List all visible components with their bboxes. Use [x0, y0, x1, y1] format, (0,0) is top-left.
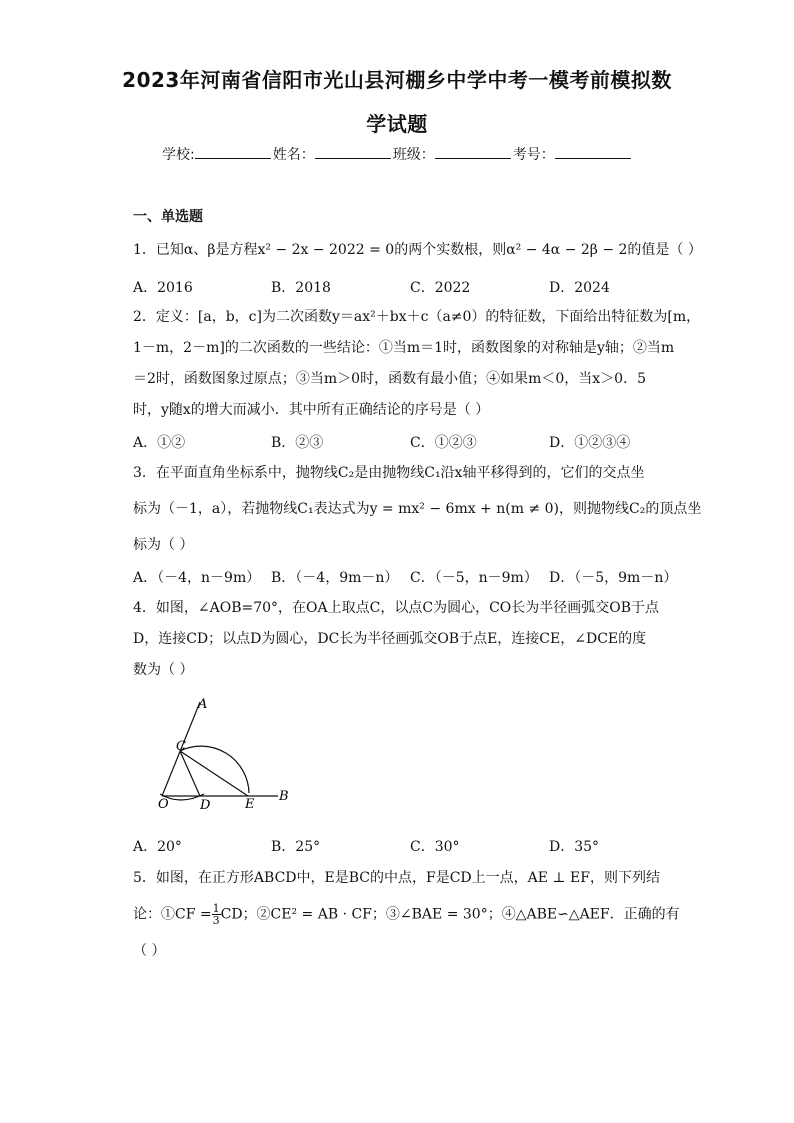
q3-line3: 标为（ ）	[133, 537, 194, 553]
id-blank[interactable]	[555, 146, 631, 159]
q5-frac-den: 3	[212, 914, 220, 927]
class-label: 班级：	[392, 147, 435, 163]
q3-option-c[interactable]: C．（－5，n－9m）	[410, 570, 538, 586]
q1-option-c[interactable]: C．2022	[410, 280, 471, 296]
name-blank[interactable]	[315, 146, 391, 159]
q2-option-a[interactable]: A．①②	[133, 435, 186, 451]
q3-line1: 3．在平面直角坐标系中，抛物线C₂是由抛物线C₁沿x轴平移得到的，它们的交点坐	[133, 465, 645, 481]
q5-line2-pre: 论：①CF =	[133, 906, 212, 923]
label-d: D	[200, 798, 211, 813]
q2-option-b[interactable]: B．②③	[271, 435, 324, 451]
q5-fraction	[212, 903, 221, 926]
q2-line1: 2．定义：[a，b，c]为二次函数y＝ax²＋bx＋c（a≠0）的特征数，下面给出特征数为[m，	[133, 309, 701, 325]
q3-option-d[interactable]: D．（－5，9m－n）	[549, 570, 678, 586]
q4-option-d[interactable]: D．35°	[549, 839, 600, 855]
q4-line1: 4．如图，∠AOB=70°，在OA上取点C，以点C为圆心，CO长为半径画弧交OB于点	[133, 600, 660, 616]
exam-title-line2: 学试题	[366, 112, 428, 136]
label-c: C	[176, 739, 186, 754]
q3-option-a[interactable]: A．（－4，n－9m）	[133, 570, 261, 586]
q4-option-b[interactable]: B．25°	[271, 839, 321, 855]
q2-option-c[interactable]: C．①②③	[410, 435, 477, 451]
arc-center-d	[180, 746, 249, 793]
q5-line2	[133, 903, 680, 926]
q4-option-a[interactable]: A．20°	[133, 839, 182, 855]
q2-line4: 时，y随x的增大而减小．其中所有正确结论的序号是（ ）	[133, 402, 490, 418]
q1-stem: 1．已知α、β是方程x² − 2x − 2022 = 0的两个实数根，则α² − 4α − 2β − 2的值是（ ）	[133, 242, 702, 258]
q4-option-c[interactable]: C．30°	[410, 839, 460, 855]
q2-option-d[interactable]: D．①②③④	[549, 435, 631, 451]
q4-geometry-figure	[150, 690, 300, 815]
q1-option-d[interactable]: D．2024	[549, 280, 610, 296]
q4-line2: D，连接CD；以点D为圆心，DC长为半径画弧交OB于点E，连接CE，∠DCE的度	[133, 631, 647, 647]
q4-line3: 数为（ ）	[133, 662, 194, 678]
q1-option-b[interactable]: B．2018	[271, 280, 331, 296]
label-b: B	[279, 789, 289, 804]
name-label: 姓名：	[272, 147, 315, 163]
label-a: A	[198, 697, 208, 712]
id-label: 考号：	[512, 147, 555, 163]
q2-line2: 1－m，2－m]的二次函数的一些结论：①当m＝1时，函数图象的对称轴是y轴；②当m	[133, 340, 675, 356]
section-heading: 一、单选题	[133, 209, 203, 225]
q1-option-a[interactable]: A．2016	[133, 280, 193, 296]
q3-line2: 标为（－1，a），若抛物线C₁表达式为y = mx² − 6mx + n(m ≠ 0)，则抛物线C₂的顶点坐	[133, 501, 702, 517]
label-o: O	[158, 797, 169, 812]
label-e: E	[245, 797, 255, 812]
student-info-fields	[162, 144, 642, 164]
q5-line1: 5．如图，在正方形ABCD中，E是BC的中点，F是CD上一点，AE ⊥ EF，则下列结	[133, 870, 660, 886]
q5-line3: （ ）	[133, 943, 166, 959]
exam-title-line1: 2023年河南省信阳市光山县河棚乡中学中考一模考前模拟数	[122, 68, 672, 92]
q2-line3: ＝2时，函数图象过原点；③当m＞0时，函数有最小值；④如果m＜0，当x＞0．5	[133, 371, 646, 387]
q5-line2-post: CD；②CE² = AB · CF；③∠BAE = 30°；④△ABE∽△AEF．正确的有	[220, 906, 680, 923]
school-blank[interactable]	[195, 146, 271, 159]
q3-option-b[interactable]: B．（－4，9m－n）	[271, 570, 399, 586]
q5-frac-num: 1	[212, 902, 220, 915]
school-label: 学校:	[162, 147, 195, 163]
class-blank[interactable]	[435, 146, 511, 159]
